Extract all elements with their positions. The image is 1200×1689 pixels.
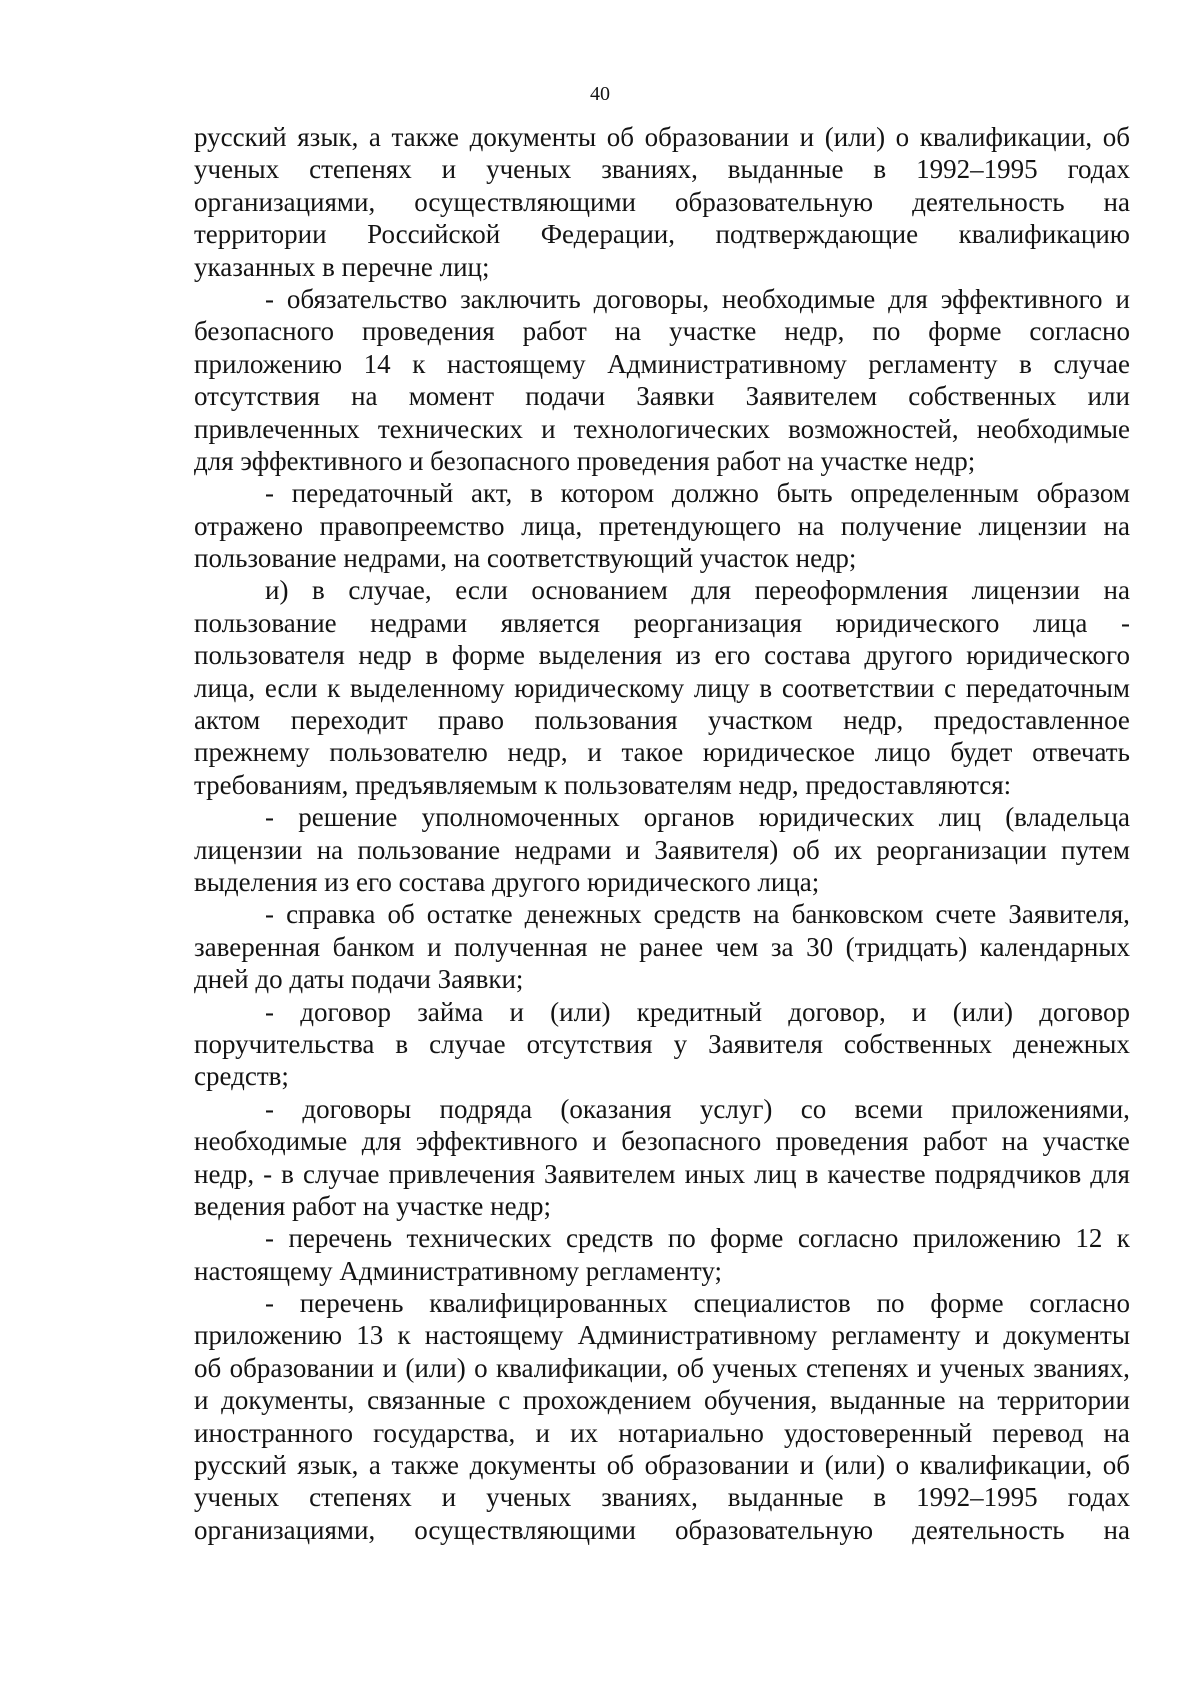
text-line: приложению 13 к настоящему Административному регламенту и документы <box>194 1320 1130 1351</box>
text-line: и документы, связанные с прохождением обучения, выданные на территории <box>194 1385 1130 1416</box>
text-line: необходимые для эффективного и безопасного проведения работ на участке <box>194 1126 1130 1157</box>
text-line: и) в случае, если основанием для переоформления лицензии на <box>265 575 1130 606</box>
text-line: выделения из его состава другого юридического лица; <box>194 866 820 897</box>
text-line: - обязательство заключить договоры, необходимые для эффективного и <box>265 283 1130 314</box>
text-line: лицензии на пользование недрами и Заявителя) об их реорганизации путем <box>194 834 1130 865</box>
text-line: приложению 14 к настоящему Административному регламенту в случае <box>194 348 1130 379</box>
text-line: лица, если к выделенному юридическому лицу в соответствии с передаточным <box>194 672 1130 703</box>
text-line: организациями, осуществляющими образовательную деятельность на <box>194 186 1130 217</box>
text-line: - решение уполномоченных органов юридических лиц (владельца <box>265 802 1130 833</box>
text-line: об образовании и (или) о квалификации, об ученых степенях и ученых званиях, <box>194 1352 1130 1383</box>
text-line: поручительства в случае отсутствия у Заявителя собственных денежных <box>194 1028 1130 1059</box>
text-line: актом переходит право пользования участком недр, предоставленное <box>194 705 1130 736</box>
text-line: прежнему пользователю недр, и такое юридическое лицо будет отвечать <box>194 737 1130 768</box>
text-line: - перечень квалифицированных специалистов по форме согласно <box>265 1288 1130 1319</box>
text-line: ученых степенях и ученых званиях, выданные в 1992–1995 годах <box>194 1482 1130 1513</box>
text-line: для эффективного и безопасного проведения работ на участке недр; <box>194 445 976 476</box>
text-line: русский язык, а также документы об образовании и (или) о квалификации, об <box>194 122 1130 152</box>
text-line: средств; <box>194 1061 289 1092</box>
text-line: заверенная банком и полученная не ранее чем за 30 (тридцать) календарных <box>194 931 1130 962</box>
text-line: отсутствия на момент подачи Заявки Заявителем собственных или <box>194 381 1130 412</box>
text-line: ученых степенях и ученых званиях, выданные в 1992–1995 годах <box>194 154 1130 185</box>
text-line: указанных в перечне лиц; <box>194 251 490 282</box>
text-line: пользователя недр в форме выделения из его состава другого юридического <box>194 640 1130 671</box>
text-line: безопасного проведения работ на участке недр, по форме согласно <box>194 316 1130 347</box>
text-line: - передаточный акт, в котором должно быть определенным образом <box>265 478 1130 509</box>
text-line: - договоры подряда (оказания услуг) со всеми приложениями, <box>265 1093 1130 1124</box>
text-line: пользование недрами является реорганизация юридического лица - <box>194 607 1130 638</box>
text-line: русский язык, а также документы об образовании и (или) о квалификации, об <box>194 1450 1130 1481</box>
document-body <box>194 121 1130 1546</box>
text-line: ведения работ на участке недр; <box>194 1190 551 1221</box>
text-line: отражено правопреемство лица, претендующего на получение лицензии на <box>194 510 1130 541</box>
text-line: пользование недрами, на соответствующий участок недр; <box>194 543 857 574</box>
page-number: 40 <box>590 83 610 105</box>
text-line: требованиям, предъявляемым к пользователям недр, предоставляются: <box>194 769 1012 800</box>
text-line: привлеченных технических и технологических возможностей, необходимые <box>194 413 1130 444</box>
text-line: недр, - в случае привлечения Заявителем иных лиц в качестве подрядчиков для <box>194 1158 1130 1189</box>
text-line: организациями, осуществляющими образовательную деятельность на <box>194 1514 1130 1545</box>
text-line: - справка об остатке денежных средств на банковском счете Заявителя, <box>265 899 1130 930</box>
text-line: - перечень технических средств по форме согласно приложению 12 к <box>265 1223 1130 1254</box>
text-line: настоящему Административному регламенту; <box>194 1255 722 1286</box>
text-line: иностранного государства, и их нотариально удостоверенный перевод на <box>194 1417 1130 1448</box>
text-line: территории Российской Федерации, подтверждающие квалификацию <box>194 219 1130 250</box>
text-line: дней до даты подачи Заявки; <box>194 964 524 995</box>
text-line: - договор займа и (или) кредитный договор, и (или) договор <box>265 996 1130 1027</box>
